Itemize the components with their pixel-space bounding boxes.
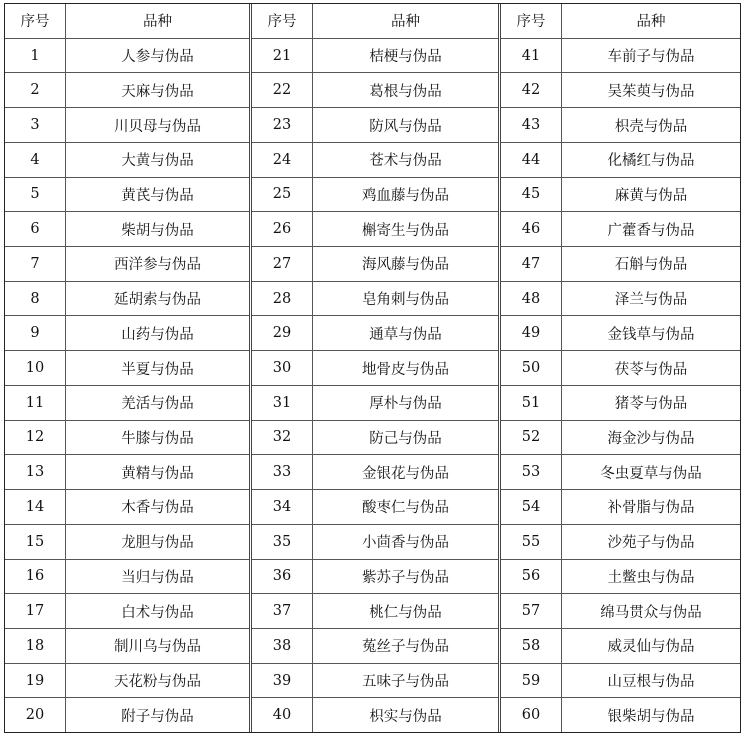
row-number: 35	[252, 525, 313, 559]
variety-name: 补骨脂与伪品	[607, 500, 695, 517]
row-number: 6	[5, 212, 66, 246]
table-row	[252, 39, 498, 74]
row-number: 42	[501, 73, 562, 107]
variety-name: 通草与伪品	[369, 326, 442, 343]
row-number: 10	[5, 351, 66, 385]
variety-name: 人参与伪品	[121, 49, 194, 66]
header-row	[501, 4, 740, 39]
row-number: 4	[5, 143, 66, 177]
variety-name: 沙苑子与伪品	[607, 535, 695, 552]
variety-name: 川贝母与伪品	[114, 118, 201, 135]
variety-name: 当归与伪品	[121, 569, 194, 586]
variety-name: 厚朴与伪品	[369, 396, 442, 413]
table-row	[252, 386, 498, 421]
variety-name: 柴胡与伪品	[121, 222, 194, 239]
variety-name: 皂角刺与伪品	[362, 292, 449, 309]
variety-name: 防己与伪品	[369, 430, 442, 447]
row-number: 37	[252, 594, 313, 628]
header-number: 序号	[5, 4, 66, 38]
row-number: 39	[252, 664, 313, 698]
row-number: 24	[252, 143, 313, 177]
variety-name: 鸡血藤与伪品	[362, 187, 449, 204]
row-number: 49	[501, 316, 562, 350]
table-row	[252, 143, 498, 178]
row-number: 60	[501, 698, 562, 732]
table-row	[501, 698, 740, 732]
row-number: 46	[501, 212, 562, 246]
table-row	[5, 73, 249, 108]
variety-name: 木香与伪品	[121, 500, 194, 517]
table-row	[5, 560, 249, 595]
table-row	[501, 490, 740, 525]
table-row	[5, 525, 249, 560]
variety-name: 西洋参与伪品	[114, 257, 201, 274]
variety-name: 紫苏子与伪品	[362, 569, 449, 586]
row-number: 36	[252, 560, 313, 594]
variety-name: 枳实与伪品	[369, 708, 442, 725]
variety-name: 泽兰与伪品	[614, 292, 688, 309]
row-number: 22	[252, 73, 313, 107]
row-number: 8	[5, 282, 66, 316]
row-number: 45	[501, 178, 562, 212]
variety-name: 土鳖虫与伪品	[607, 569, 695, 586]
table-row	[5, 455, 249, 490]
row-number: 44	[501, 143, 562, 177]
variety-name: 黄精与伪品	[121, 465, 194, 482]
variety-name: 猪苓与伪品	[614, 396, 688, 413]
table-row	[501, 386, 740, 421]
table-row	[5, 39, 249, 74]
row-number: 3	[5, 108, 66, 142]
variety-name: 银柴胡与伪品	[607, 708, 695, 725]
variety-name: 半夏与伪品	[121, 361, 194, 378]
variety-name: 天麻与伪品	[121, 83, 194, 100]
row-number: 7	[5, 247, 66, 281]
row-number: 52	[501, 421, 562, 455]
variety-name: 山药与伪品	[121, 326, 194, 343]
variety-name: 小茴香与伪品	[362, 535, 449, 552]
header-number: 序号	[501, 4, 562, 38]
table-row	[5, 698, 249, 732]
row-number: 12	[5, 421, 66, 455]
table-row	[501, 282, 740, 317]
table-row	[5, 421, 249, 456]
variety-name: 绵马贯众与伪品	[600, 604, 702, 621]
table-row	[252, 698, 498, 732]
table-row	[501, 455, 740, 490]
header-variety: 品种	[636, 14, 666, 31]
table-row	[5, 212, 249, 247]
table-row	[252, 560, 498, 595]
table-row	[252, 212, 498, 247]
header-variety: 品种	[143, 14, 172, 31]
variety-name: 地骨皮与伪品	[362, 361, 449, 378]
row-number: 16	[5, 560, 66, 594]
table-row	[5, 247, 249, 282]
table-row	[501, 316, 740, 351]
row-number: 54	[501, 490, 562, 524]
row-number: 20	[5, 698, 66, 732]
table-row	[5, 282, 249, 317]
variety-name: 附子与伪品	[121, 708, 194, 725]
row-number: 41	[501, 39, 562, 73]
row-number: 57	[501, 594, 562, 628]
table-row	[5, 178, 249, 213]
variety-name: 白术与伪品	[121, 604, 194, 621]
header-row	[5, 4, 249, 39]
table-row	[252, 525, 498, 560]
species-table	[4, 3, 741, 733]
row-number: 13	[5, 455, 66, 489]
table-row	[252, 316, 498, 351]
table-row	[5, 108, 249, 143]
variety-name: 海金沙与伪品	[607, 430, 695, 447]
row-number: 23	[252, 108, 313, 142]
table-row	[501, 560, 740, 595]
variety-name: 桃仁与伪品	[369, 604, 442, 621]
table-row	[252, 178, 498, 213]
table-block-1	[5, 4, 249, 732]
header-variety: 品种	[391, 14, 420, 31]
table-row	[501, 143, 740, 178]
table-row	[252, 455, 498, 490]
variety-name: 延胡索与伪品	[114, 292, 201, 309]
header-row	[252, 4, 498, 39]
row-number: 26	[252, 212, 313, 246]
table-row	[5, 351, 249, 386]
row-number: 31	[252, 386, 313, 420]
header-number: 序号	[252, 4, 313, 38]
row-number: 56	[501, 560, 562, 594]
variety-name: 天花粉与伪品	[114, 674, 201, 691]
row-number: 2	[5, 73, 66, 107]
table-row	[501, 629, 740, 664]
table-row	[252, 247, 498, 282]
table-row	[501, 351, 740, 386]
table-row	[252, 490, 498, 525]
row-number: 50	[501, 351, 562, 385]
table-row	[5, 386, 249, 421]
table-block-3	[498, 4, 740, 732]
variety-name: 防风与伪品	[369, 118, 442, 135]
table-row	[252, 594, 498, 629]
variety-name: 威灵仙与伪品	[607, 639, 695, 656]
table-row	[252, 629, 498, 664]
table-row	[252, 351, 498, 386]
table-row	[252, 108, 498, 143]
variety-name: 槲寄生与伪品	[362, 222, 449, 239]
row-number: 28	[252, 282, 313, 316]
variety-name: 龙胆与伪品	[121, 535, 194, 552]
table-row	[501, 421, 740, 456]
table-row	[252, 664, 498, 699]
variety-name: 菟丝子与伪品	[362, 639, 449, 656]
row-number: 59	[501, 664, 562, 698]
row-number: 11	[5, 386, 66, 420]
table-row	[252, 73, 498, 108]
row-number: 40	[252, 698, 313, 732]
variety-name: 广藿香与伪品	[607, 222, 695, 239]
variety-name: 金钱草与伪品	[607, 326, 695, 343]
row-number: 51	[501, 386, 562, 420]
variety-name: 黄芪与伪品	[121, 187, 194, 204]
table-block-2	[249, 4, 498, 732]
variety-name: 羌活与伪品	[121, 396, 194, 413]
row-number: 14	[5, 490, 66, 524]
table-row	[5, 594, 249, 629]
row-number: 18	[5, 629, 66, 663]
table-row	[5, 143, 249, 178]
variety-name: 石斛与伪品	[614, 257, 688, 274]
variety-name: 大黄与伪品	[121, 153, 194, 170]
variety-name: 车前子与伪品	[607, 49, 695, 66]
table-row	[501, 39, 740, 74]
variety-name: 茯苓与伪品	[614, 361, 688, 378]
row-number: 15	[5, 525, 66, 559]
row-number: 30	[252, 351, 313, 385]
row-number: 32	[252, 421, 313, 455]
table-row	[5, 490, 249, 525]
variety-name: 吴茱萸与伪品	[607, 83, 695, 100]
variety-name: 苍术与伪品	[369, 153, 442, 170]
table-row	[501, 664, 740, 699]
variety-name: 麻黄与伪品	[614, 187, 688, 204]
row-number: 5	[5, 178, 66, 212]
table-row	[501, 594, 740, 629]
variety-name: 制川乌与伪品	[114, 639, 201, 656]
table-row	[501, 247, 740, 282]
table-row	[5, 316, 249, 351]
variety-name: 酸枣仁与伪品	[362, 500, 449, 517]
row-number: 38	[252, 629, 313, 663]
table-row	[501, 525, 740, 560]
row-number: 34	[252, 490, 313, 524]
table-row	[501, 212, 740, 247]
row-number: 19	[5, 664, 66, 698]
variety-name: 桔梗与伪品	[369, 49, 442, 66]
row-number: 29	[252, 316, 313, 350]
variety-name: 枳壳与伪品	[614, 118, 688, 135]
row-number: 9	[5, 316, 66, 350]
table-row	[501, 73, 740, 108]
table-row	[252, 282, 498, 317]
row-number: 21	[252, 39, 313, 73]
row-number: 1	[5, 39, 66, 73]
variety-name: 化橘红与伪品	[607, 153, 695, 170]
row-number: 43	[501, 108, 562, 142]
variety-name: 山豆根与伪品	[607, 674, 695, 691]
variety-name: 海风藤与伪品	[362, 257, 449, 274]
table-row	[5, 664, 249, 699]
variety-name: 牛膝与伪品	[121, 430, 194, 447]
variety-name: 冬虫夏草与伪品	[600, 465, 702, 482]
table-row	[501, 108, 740, 143]
row-number: 53	[501, 455, 562, 489]
variety-name: 葛根与伪品	[369, 83, 442, 100]
row-number: 25	[252, 178, 313, 212]
row-number: 48	[501, 282, 562, 316]
row-number: 55	[501, 525, 562, 559]
variety-name: 五味子与伪品	[362, 674, 449, 691]
table-row	[5, 629, 249, 664]
table-row	[252, 421, 498, 456]
row-number: 58	[501, 629, 562, 663]
variety-name: 金银花与伪品	[362, 465, 449, 482]
row-number: 33	[252, 455, 313, 489]
row-number: 17	[5, 594, 66, 628]
table-row	[501, 178, 740, 213]
row-number: 47	[501, 247, 562, 281]
row-number: 27	[252, 247, 313, 281]
